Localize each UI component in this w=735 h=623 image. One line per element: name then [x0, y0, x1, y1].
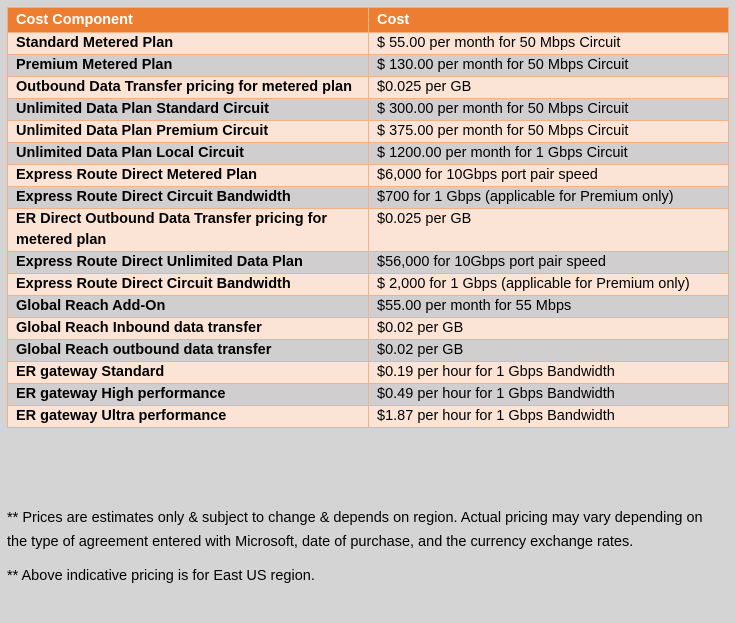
cost-component-cell: ER gateway High performance	[8, 384, 369, 406]
pricing-table	[7, 7, 729, 428]
cost-component-cell: Express Route Direct Unlimited Data Plan	[8, 252, 369, 274]
cost-cell: $ 55.00 per month for 50 Mbps Circuit	[369, 33, 729, 55]
pricing-notes	[7, 506, 722, 588]
cost-cell: $ 130.00 per month for 50 Mbps Circuit	[369, 55, 729, 77]
cost-cell: $1.87 per hour for 1 Gbps Bandwidth	[369, 406, 729, 428]
cost-component-cell: Global Reach outbound data transfer	[8, 340, 369, 362]
cost-cell: $ 2,000 for 1 Gbps (applicable for Premium only)	[369, 274, 729, 296]
cost-component-cell: Premium Metered Plan	[8, 55, 369, 77]
table-row	[8, 340, 729, 362]
cost-cell: $0.19 per hour for 1 Gbps Bandwidth	[369, 362, 729, 384]
cost-component-cell: Global Reach Inbound data transfer	[8, 318, 369, 340]
cost-cell: $700 for 1 Gbps (applicable for Premium only)	[369, 187, 729, 209]
table-row	[8, 362, 729, 384]
cost-cell: $6,000 for 10Gbps port pair speed	[369, 165, 729, 187]
column-header-cost: Cost	[369, 8, 729, 33]
pricing-table-container	[7, 7, 728, 428]
table-row	[8, 406, 729, 428]
table-row	[8, 209, 729, 252]
table-row	[8, 318, 729, 340]
cost-component-cell: Express Route Direct Circuit Bandwidth	[8, 187, 369, 209]
cost-component-cell: Unlimited Data Plan Standard Circuit	[8, 99, 369, 121]
region-note: ** Above indicative pricing is for East US region.	[7, 568, 315, 584]
table-row	[8, 296, 729, 318]
table-row	[8, 384, 729, 406]
cost-cell: $ 375.00 per month for 50 Mbps Circuit	[369, 121, 729, 143]
cost-component-cell: Unlimited Data Plan Local Circuit	[8, 143, 369, 165]
table-row	[8, 99, 729, 121]
pricing-disclaimer-note: ** Prices are estimates only & subject to change & depends on region. Actual pricing may vary depending on the type of agreement entered with Microsoft, date of purchase, and the currency exchange rates.	[7, 510, 703, 550]
table-row	[8, 187, 729, 209]
table-row	[8, 252, 729, 274]
table-row	[8, 77, 729, 99]
column-header-cost-component: Cost Component	[8, 8, 369, 33]
cost-component-cell: Express Route Direct Circuit Bandwidth	[8, 274, 369, 296]
cost-component-cell: ER Direct Outbound Data Transfer pricing for metered plan	[8, 209, 369, 252]
cost-component-cell: Standard Metered Plan	[8, 33, 369, 55]
table-row	[8, 143, 729, 165]
cost-component-cell: ER gateway Standard	[8, 362, 369, 384]
cost-cell: $56,000 for 10Gbps port pair speed	[369, 252, 729, 274]
table-row	[8, 33, 729, 55]
table-header-row	[8, 8, 729, 33]
cost-cell: $0.49 per hour for 1 Gbps Bandwidth	[369, 384, 729, 406]
cost-cell: $0.02 per GB	[369, 340, 729, 362]
table-row	[8, 55, 729, 77]
cost-cell: $55.00 per month for 55 Mbps	[369, 296, 729, 318]
table-row	[8, 165, 729, 187]
cost-component-cell: Outbound Data Transfer pricing for metered plan	[8, 77, 369, 99]
table-row	[8, 121, 729, 143]
table-row	[8, 274, 729, 296]
cost-component-cell: ER gateway Ultra performance	[8, 406, 369, 428]
cost-cell: $ 1200.00 per month for 1 Gbps Circuit	[369, 143, 729, 165]
cost-cell: $ 300.00 per month for 50 Mbps Circuit	[369, 99, 729, 121]
cost-cell: $0.025 per GB	[369, 77, 729, 99]
cost-component-cell: Unlimited Data Plan Premium Circuit	[8, 121, 369, 143]
cost-cell: $0.025 per GB	[369, 209, 729, 252]
cost-component-cell: Global Reach Add-On	[8, 296, 369, 318]
cost-component-cell: Express Route Direct Metered Plan	[8, 165, 369, 187]
cost-cell: $0.02 per GB	[369, 318, 729, 340]
